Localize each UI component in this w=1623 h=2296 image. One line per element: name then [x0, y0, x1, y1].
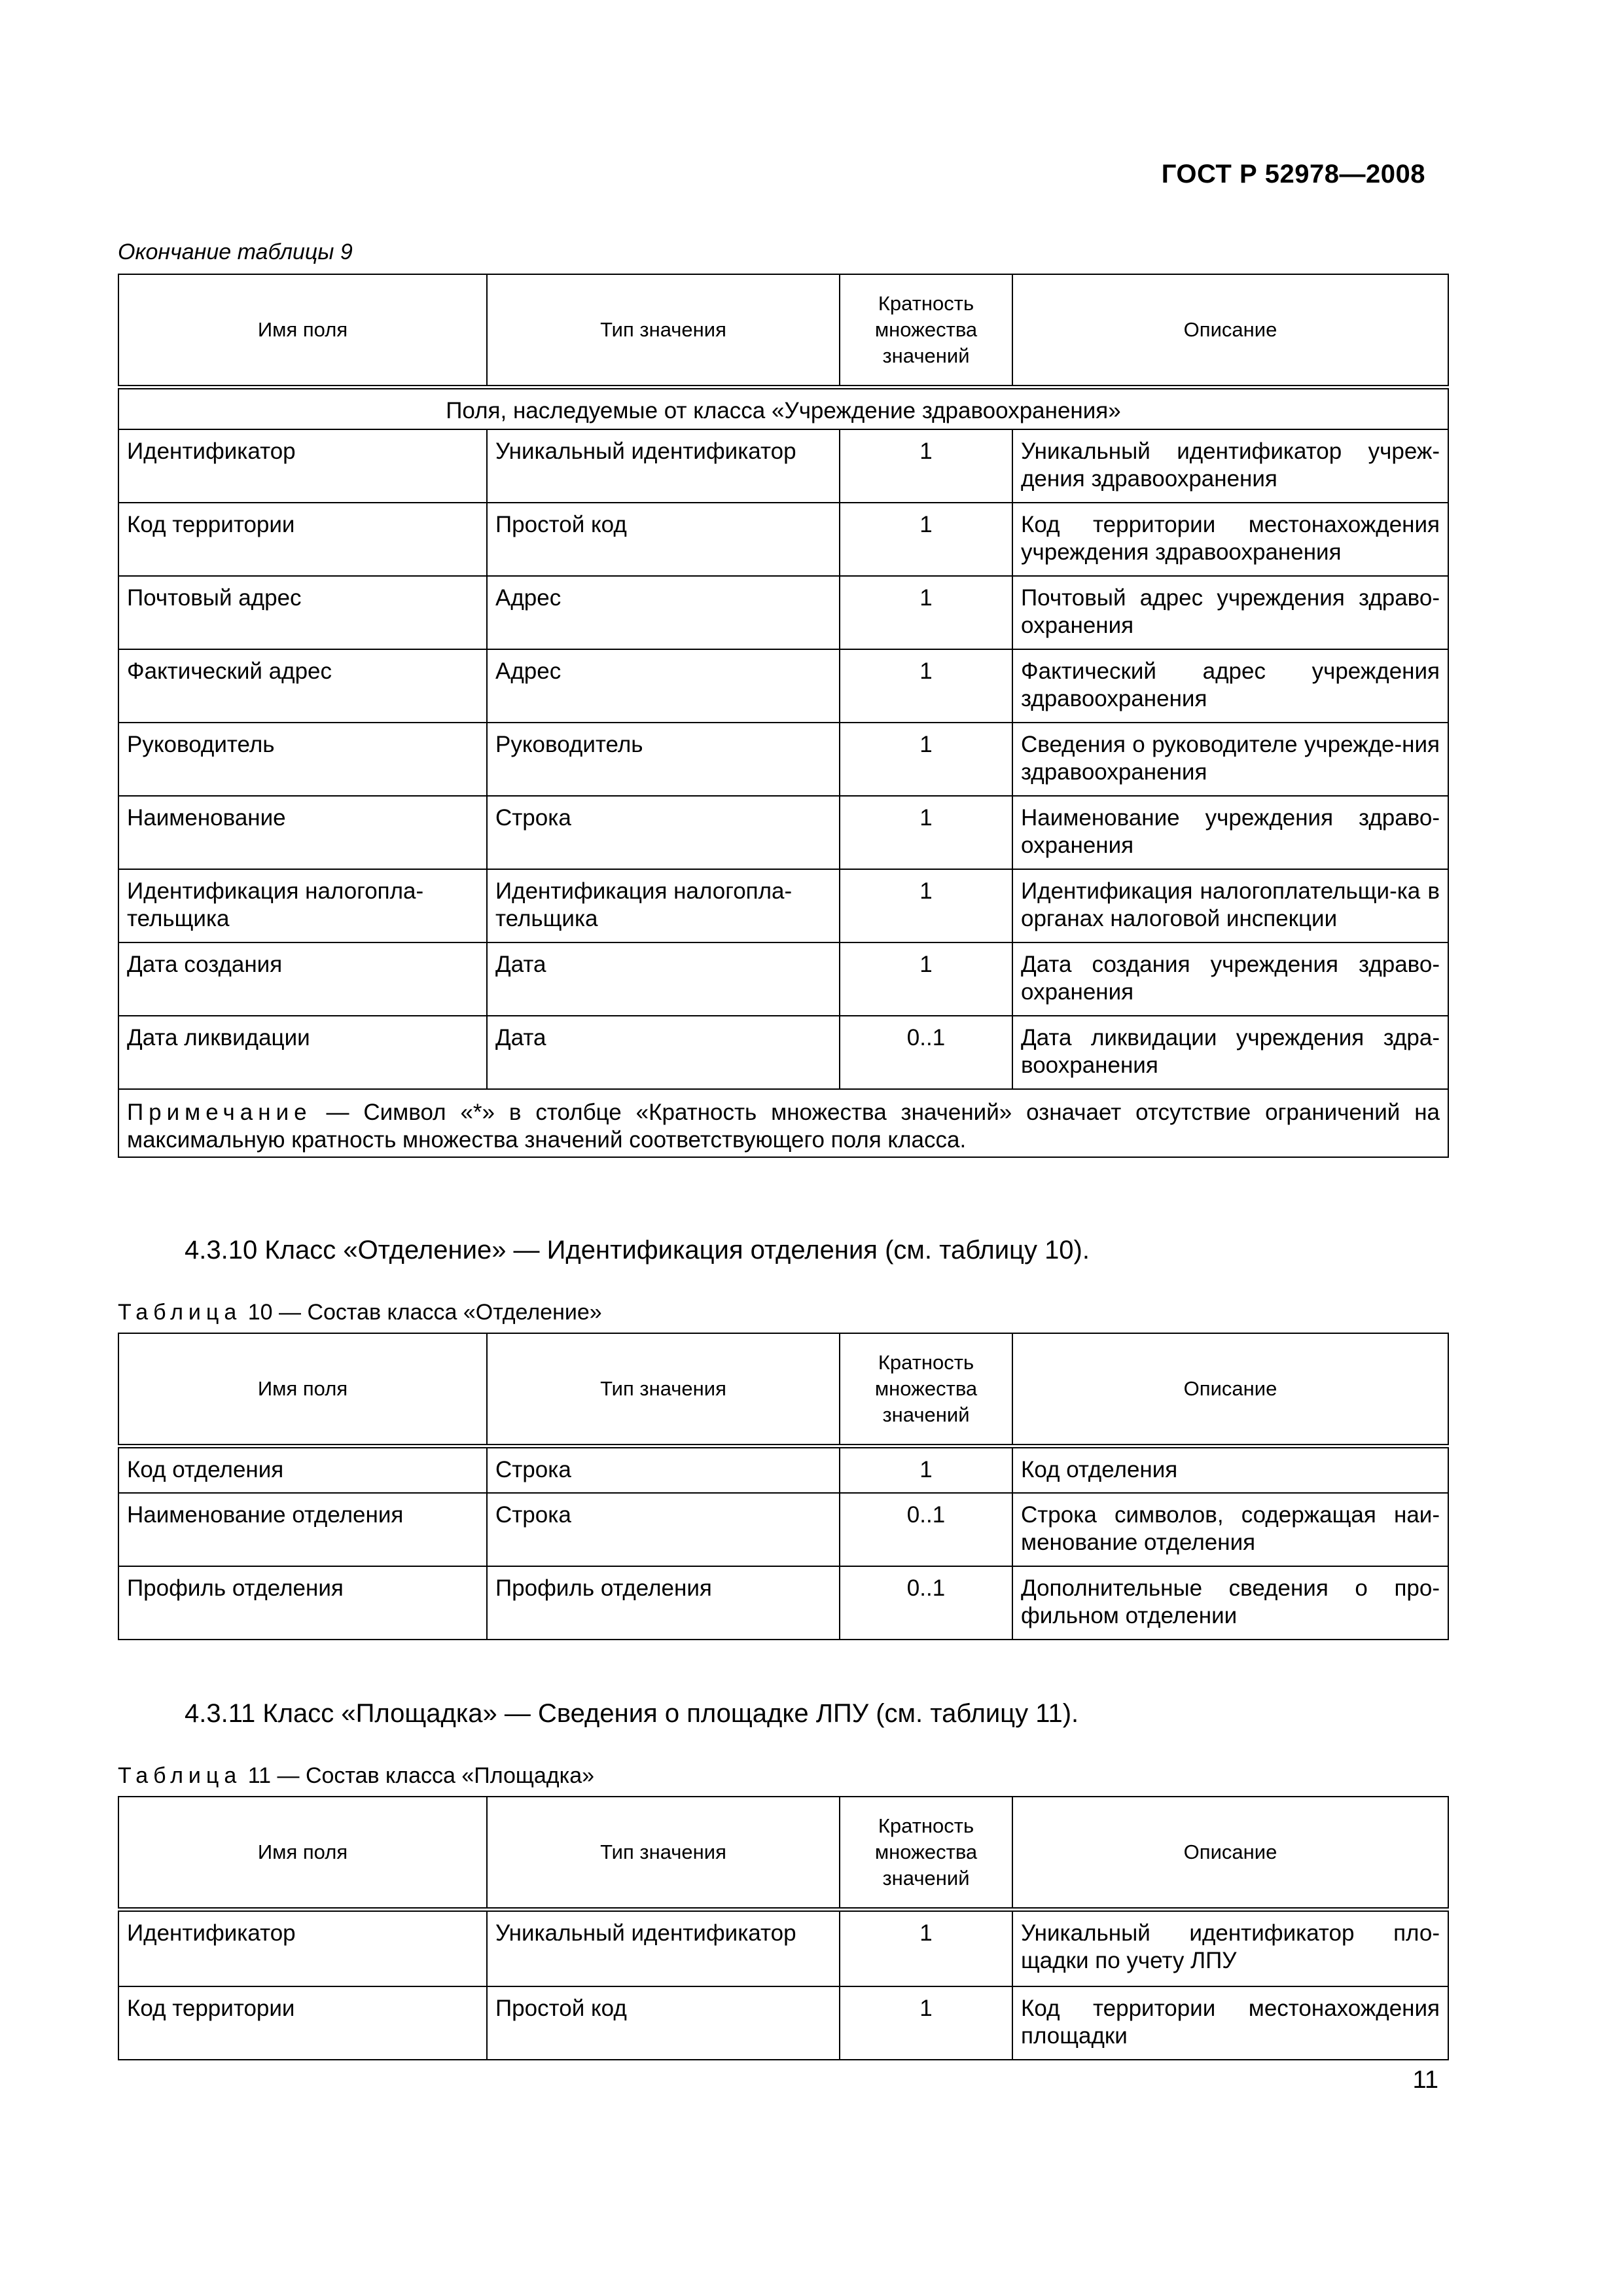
cell-value-type: Дата [487, 1016, 840, 1089]
cell-multiplicity: 0..1 [840, 1566, 1012, 1640]
note-text: — Символ «*» в столбце «Кратность множества значений» означает отсутствие ограничений на максимальную кратность множества значений соответствующего поля класса. [127, 1099, 1440, 1153]
table-header-row [118, 1333, 1448, 1446]
table-row [118, 942, 1448, 1016]
cell-value-type: Простой код [487, 503, 840, 576]
cell-description: Код отделения [1012, 1446, 1448, 1493]
cell-multiplicity: 1 [840, 503, 1012, 576]
header-multiplicity: Кратность множества значений [840, 1333, 1012, 1446]
table-row [118, 1986, 1448, 2060]
cell-field-name: Код территории [118, 503, 487, 576]
cell-value-type: Строка [487, 796, 840, 869]
cell-field-name: Идентификация налогопла-тельщика [118, 869, 487, 942]
table-row [118, 649, 1448, 723]
cell-multiplicity: 1 [840, 796, 1012, 869]
table-row [118, 796, 1448, 869]
section-4-3-10-heading: 4.3.10 Класс «Отделение» — Идентификация отделения (см. таблицу 10). [185, 1236, 1090, 1265]
cell-description: Код территории местонахождения площадки [1012, 1986, 1448, 2060]
header-multiplicity: Кратность множества значений [840, 1797, 1012, 1909]
table-caption-label: Таблица [118, 1763, 242, 1788]
cell-field-name: Идентификатор [118, 1909, 487, 1986]
page-number: 11 [1412, 2066, 1438, 2094]
cell-field-name: Наименование отделения [118, 1493, 487, 1566]
cell-value-type: Уникальный идентификатор [487, 429, 840, 503]
table-row [118, 1016, 1448, 1089]
cell-field-name: Фактический адрес [118, 649, 487, 723]
cell-description: Дата ликвидации учреждения здра-воохранения [1012, 1016, 1448, 1089]
document-id: ГОСТ Р 52978—2008 [1161, 160, 1425, 188]
table-row [118, 1446, 1448, 1493]
header-value-type: Тип значения [487, 274, 840, 387]
cell-field-name: Дата создания [118, 942, 487, 1016]
cell-multiplicity: 1 [840, 1986, 1012, 2060]
cell-value-type: Адрес [487, 576, 840, 649]
table-note [118, 1089, 1448, 1157]
table-row [118, 1909, 1448, 1986]
header-field-name: Имя поля [118, 1333, 487, 1446]
cell-value-type: Профиль отделения [487, 1566, 840, 1640]
cell-multiplicity: 1 [840, 429, 1012, 503]
table-caption-text: 10 — Состав класса «Отделение» [241, 1300, 602, 1325]
section-4-3-11-heading: 4.3.11 Класс «Площадка» — Сведения о площадке ЛПУ (см. таблицу 11). [185, 1699, 1079, 1728]
cell-description: Наименование учреждения здраво-охранения [1012, 796, 1448, 869]
header-description: Описание [1012, 1333, 1448, 1446]
cell-multiplicity: 1 [840, 1446, 1012, 1493]
table-row [118, 1566, 1448, 1640]
header-field-name: Имя поля [118, 1797, 487, 1909]
table-9-continuation-caption: Окончание таблицы 9 [118, 240, 353, 264]
cell-description: Дополнительные сведения о про-фильном отделении [1012, 1566, 1448, 1640]
header-value-type: Тип значения [487, 1797, 840, 1909]
cell-multiplicity: 1 [840, 869, 1012, 942]
cell-value-type: Уникальный идентификатор [487, 1909, 840, 1986]
header-multiplicity: Кратность множества значений [840, 274, 1012, 387]
inherited-fields-label: Поля, наследуемые от класса «Учреждение здравоохранения» [118, 387, 1448, 429]
table-10 [118, 1333, 1449, 1640]
cell-description: Уникальный идентификатор учреж-дения здравоохранения [1012, 429, 1448, 503]
table-row [118, 869, 1448, 942]
cell-value-type: Руководитель [487, 723, 840, 796]
cell-description: Уникальный идентификатор пло-щадки по учету ЛПУ [1012, 1909, 1448, 1986]
cell-field-name: Идентификатор [118, 429, 487, 503]
cell-value-type: Дата [487, 942, 840, 1016]
cell-description: Строка символов, содержащая наи-менование отделения [1012, 1493, 1448, 1566]
header-field-name: Имя поля [118, 274, 487, 387]
table-row [118, 1493, 1448, 1566]
table-header-row [118, 274, 1448, 387]
cell-description: Почтовый адрес учреждения здраво-охранения [1012, 576, 1448, 649]
table-row [118, 429, 1448, 503]
table-section-row [118, 387, 1448, 429]
table-header-row [118, 1797, 1448, 1909]
cell-field-name: Код отделения [118, 1446, 487, 1493]
table-9 [118, 274, 1449, 1158]
cell-field-name: Код территории [118, 1986, 487, 2060]
header-description: Описание [1012, 1797, 1448, 1909]
table-row [118, 503, 1448, 576]
cell-value-type: Строка [487, 1493, 840, 1566]
header-description: Описание [1012, 274, 1448, 387]
cell-multiplicity: 0..1 [840, 1016, 1012, 1089]
cell-description: Идентификация налогоплательщи-ка в органах налоговой инспекции [1012, 869, 1448, 942]
cell-description: Код территории местонахождения учреждения здравоохранения [1012, 503, 1448, 576]
cell-multiplicity: 1 [840, 649, 1012, 723]
cell-field-name: Руководитель [118, 723, 487, 796]
cell-multiplicity: 1 [840, 942, 1012, 1016]
table-row [118, 576, 1448, 649]
table-10-caption [118, 1300, 602, 1325]
cell-value-type: Идентификация налогопла-тельщика [487, 869, 840, 942]
table-11 [118, 1796, 1449, 2060]
table-row [118, 723, 1448, 796]
cell-multiplicity: 1 [840, 1909, 1012, 1986]
cell-field-name: Почтовый адрес [118, 576, 487, 649]
cell-description: Сведения о руководителе учрежде-ния здравоохранения [1012, 723, 1448, 796]
cell-multiplicity: 0..1 [840, 1493, 1012, 1566]
table-11-caption [118, 1763, 594, 1789]
cell-field-name: Профиль отделения [118, 1566, 487, 1640]
cell-multiplicity: 1 [840, 576, 1012, 649]
cell-description: Дата создания учреждения здраво-охранения [1012, 942, 1448, 1016]
cell-field-name: Дата ликвидации [118, 1016, 487, 1089]
header-value-type: Тип значения [487, 1333, 840, 1446]
cell-description: Фактический адрес учреждения здравоохранения [1012, 649, 1448, 723]
cell-multiplicity: 1 [840, 723, 1012, 796]
note-label: Примечание [127, 1099, 312, 1125]
table-caption-text: 11 — Состав класса «Площадка» [241, 1763, 595, 1788]
cell-value-type: Простой код [487, 1986, 840, 2060]
cell-value-type: Строка [487, 1446, 840, 1493]
table-caption-label: Таблица [118, 1300, 242, 1325]
cell-field-name: Наименование [118, 796, 487, 869]
cell-value-type: Адрес [487, 649, 840, 723]
table-note-row [118, 1089, 1448, 1157]
